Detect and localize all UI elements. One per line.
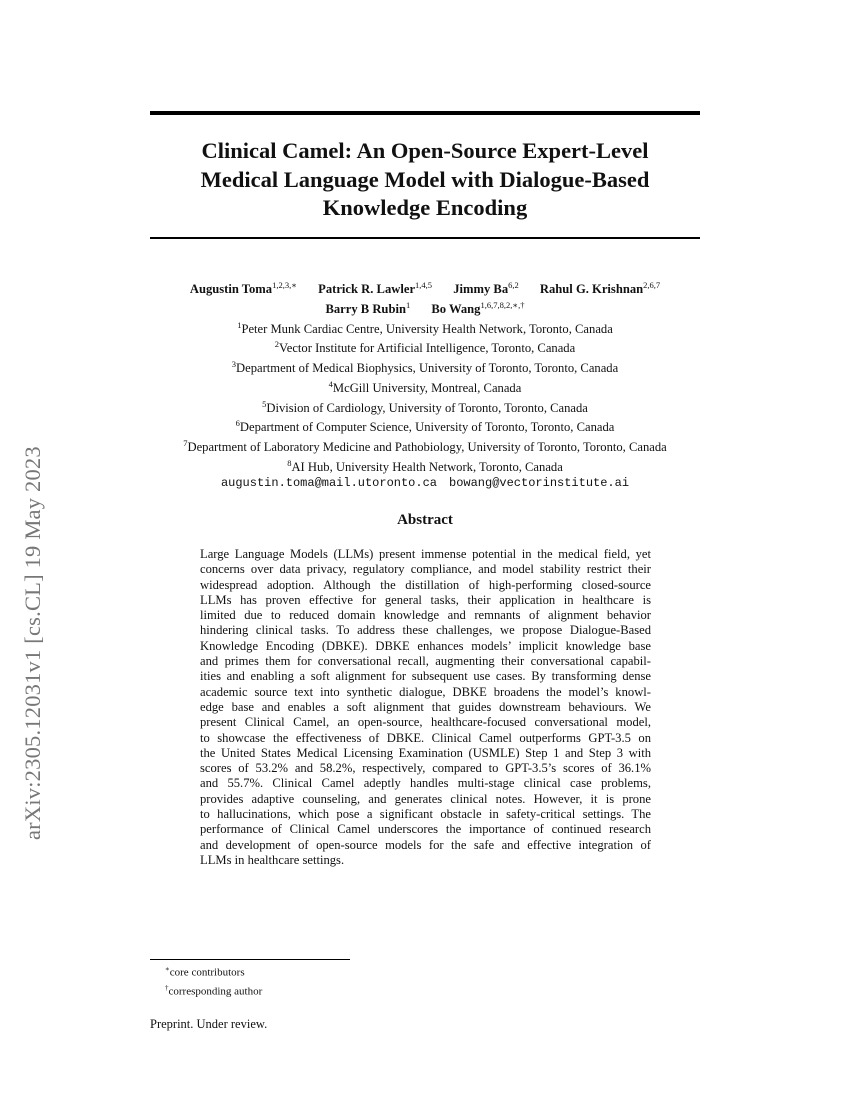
affiliation-text: McGill University, Montreal, Canada (332, 381, 522, 396)
author-block (140, 278, 710, 491)
abstract-line: limited due to reduced domain knowledge and remnants of alignment behavior (200, 608, 651, 623)
abstract-heading: Abstract (397, 512, 453, 528)
footnote-rule (150, 959, 350, 960)
author (190, 282, 297, 296)
email: bowang@vectorinstitute.ai (449, 475, 630, 490)
abstract-line: performance of Clinical Camel underscores the importance of continued research (200, 822, 651, 837)
abstract-line: hindering clinical tasks. To address these challenges, we propose Dialogue-Based (200, 623, 651, 638)
abstract-line: and 55.7%. Clinical Camel adeptly handles multi-stage clinical case problems, (200, 776, 651, 791)
author-sup: 1,4,5 (415, 280, 433, 290)
author-sup: 6,2 (508, 280, 519, 290)
author-name: Barry B Rubin (325, 301, 406, 316)
affiliation (140, 377, 710, 397)
affiliation-sup: 2 (274, 339, 280, 350)
affiliation (140, 357, 710, 377)
affiliation-text: Department of Medical Biophysics, University of Toronto, Toronto, Canada (236, 361, 619, 376)
abstract-line: to showcase the effectiveness of DBKE. Clinical Camel outperforms GPT-3.5 on (200, 730, 651, 745)
affiliation (140, 436, 710, 456)
footnote-text: corresponding author (168, 985, 263, 998)
author (325, 299, 411, 316)
abstract-line: widespread adoption. Although the distillation of high-performing closed-source (200, 577, 651, 592)
affiliation (140, 318, 710, 338)
abstract-line: concerns over data privacy, regulatory compliance, and model stability restrict their (200, 562, 651, 577)
affiliation-sup: 1 (237, 319, 242, 330)
abstract-line: Knowledge Encoding (DBKE). DBKE enhances models’ implicit knowledge base (200, 638, 651, 653)
footnote-text: core contributors (169, 966, 245, 979)
abstract-line: and development of open-source models for the safe and effective integration of (200, 837, 651, 852)
email-line (140, 476, 710, 492)
abstract-line: the United States Medical Licensing Examination (USMLE) Step 1 and Step 3 with (200, 745, 651, 760)
affiliation-sup: 4 (328, 378, 333, 389)
affiliation-sup: 3 (231, 359, 237, 370)
author-sup: 1,6,7,8,2,∗,† (480, 299, 525, 310)
footnote-mark: † (165, 983, 169, 992)
author (453, 282, 519, 296)
affiliation (140, 456, 710, 476)
title-line: Knowledge Encoding (322, 195, 528, 220)
affiliation-text: Department of Laboratory Medicine and Pathobiology, University of Toronto, Toronto, Canada (187, 440, 667, 455)
abstract-line: LLMs has proven effective for general tasks, their application in healthcare is (200, 592, 651, 607)
author (318, 282, 432, 296)
abstract-line: scores of 53.2% and 58.2%, respectively, compared to GPT-3.5’s scores of 36.1% (200, 761, 651, 776)
affiliation (140, 397, 710, 417)
affiliation-sup: 7 (183, 438, 188, 449)
abstract-line: edge base and enables a soft alignment that guides downstream behaviours. We (200, 699, 651, 714)
abstract-line: ities and enabling a soft alignment for subsequent use cases. By transforming dense (200, 669, 651, 684)
abstract-line: to hallucinations, which pose a significant obstacle in safety-critical settings. The (200, 807, 651, 822)
paper-title (150, 137, 700, 223)
author-name: Rahul G. Krishnan (539, 282, 644, 297)
abstract-line: Large Language Models (LLMs) present immense potential in the medical field, yet (200, 547, 651, 561)
preprint-notice: Preprint. Under review. (150, 1017, 268, 1031)
author-sup: 2,6,7 (643, 280, 661, 290)
author-line (140, 298, 710, 318)
abstract-line: LLMs in healthcare settings. (200, 852, 345, 867)
title-bottom-rule (150, 237, 700, 239)
affiliation (140, 337, 710, 357)
abstract-line: present Clinical Camel, an open-source, healthcare-focused conversational model, (200, 715, 651, 730)
author-line (140, 278, 710, 298)
author-name: Patrick R. Lawler (318, 282, 416, 297)
affiliation-sup: 5 (262, 398, 267, 409)
author-sup: 1,2,3,∗ (272, 280, 297, 290)
footnote (165, 962, 262, 981)
footnotes (165, 962, 262, 999)
abstract-body (200, 547, 651, 868)
abstract-line: provides adaptive counseling, and generates clinical notes. However, it is prone (200, 791, 651, 806)
affiliation (140, 416, 710, 436)
author-sup: 1 (405, 299, 411, 310)
arxiv-identifier: arXiv:2305.12031v1 [cs.CL] 19 May 2023 (20, 446, 45, 840)
email: augustin.toma@mail.utoronto.ca (220, 475, 437, 490)
author (431, 299, 525, 316)
affiliation-text: AI Hub, University Health Network, Toronto, Canada (291, 460, 563, 475)
title-line: Medical Language Model with Dialogue-Based (200, 166, 650, 192)
title-line: Clinical Camel: An Open-Source Expert-Level (201, 138, 649, 163)
affiliation-text: Department of Computer Science, University of Toronto, Toronto, Canada (239, 420, 615, 435)
author-name: Bo Wang (431, 301, 481, 316)
author-name: Jimmy Ba (453, 282, 509, 297)
abstract-line: academic source text into synthetic dialogue, DBKE broadens the model’s knowl- (200, 684, 651, 699)
affiliation-sup: 6 (235, 418, 240, 429)
affiliation-text: Vector Institute for Artificial Intelligence, Toronto, Canada (279, 341, 576, 356)
author-name: Augustin Toma (189, 282, 273, 297)
affiliation-sup: 8 (287, 458, 292, 469)
affiliation-text: Division of Cardiology, University of Toronto, Toronto, Canada (266, 400, 588, 415)
footnote-mark: ∗ (165, 965, 170, 973)
title-top-rule (150, 111, 700, 115)
author (540, 282, 660, 296)
abstract-line: and primes them for conversational recall, augmenting their conversational capabil- (200, 654, 651, 669)
footnote (165, 981, 262, 1000)
affiliation-list (140, 318, 710, 476)
affiliation-text: Peter Munk Cardiac Centre, University Health Network, Toronto, Canada (241, 321, 613, 336)
